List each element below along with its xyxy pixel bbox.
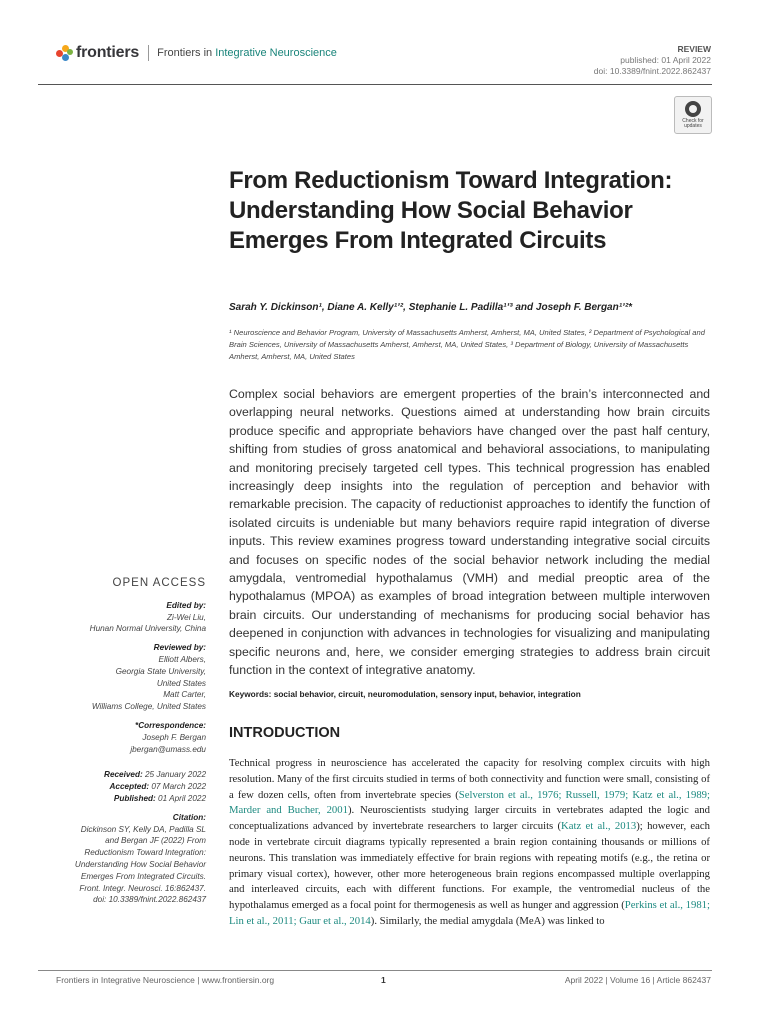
intro-text: ). Neuroscientists studying larger circuits in vertebrates adapted the logic and conceptualizations advanced by invertebrate researchers to larger circuits (: [229, 804, 710, 833]
correspondence-name: Joseph F. Bergan: [142, 732, 206, 742]
received-label: Received:: [104, 770, 143, 780]
accepted-date: 07 March 2022: [151, 782, 206, 792]
journal-name[interactable]: [157, 47, 337, 59]
published-label: Published:: [113, 793, 156, 803]
published-date-header: published: 01 April 2022: [620, 55, 711, 65]
author-list: Sarah Y. Dickinson¹, Diane A. Kelly¹ʼ², Stephanie L. Padilla¹ʼ³ and Joseph F. Bergan¹ʼ²*: [229, 302, 633, 313]
citation-link[interactable]: Selverston et al., 1976; Russell, 1979; Katz et al., 1989; Marder and Bucher, 2001: [229, 788, 710, 817]
abstract: Complex social behaviors are emergent properties of the brain’s interconnected and overlapping neural networks. Questions aimed at understanding how brain circuits produce specific and appropriate behaviors have changed over the past half century, shifting from studies of gross anatomical and behavioral associations, to manipulating and monitoring precisely targeted cell types. This technical progression has enabled increasingly deep insights into the regulation of perception and behavior with remarkable precision. The capacity of reductionist approaches to identify the function of isolated circuits is undeniable but many behaviors require rapid integration of diverse inputs. This review examines progress toward understanding integrative social circuits and focuses on specific nodes of the social behavior network including the medial amygdala, ventromedial hypothalamus (VMH) and medial preoptic area of the hypothalamus (MPOA) as examples of broad integration between multiple interwoven brain circuits. Our understanding of mechanisms for producing social behavior has deepened in conjunction with advances in technologies for visualizing and manipulating specific neurons and, here, we consider emerging strategies to address brain circuit function in the context of integrative anatomy.: [229, 387, 710, 678]
check-updates-icon: [685, 101, 701, 117]
correspondence-email[interactable]: jbergan@umass.edu: [130, 744, 206, 754]
edited-by-label: Edited by:: [166, 600, 206, 610]
page-number: 1: [381, 975, 386, 985]
published-row: [40, 793, 206, 805]
citation-line: Reductionism Toward Integration:: [84, 848, 206, 858]
check-updates-label: Check for updates: [682, 118, 704, 129]
reviewer-affiliation: Georgia State University,: [115, 666, 206, 676]
citation-line: Front. Integr. Neurosci. 16:862437.: [79, 883, 206, 893]
citation-link[interactable]: Katz et al., 2013: [561, 820, 637, 833]
editor-name[interactable]: Zi-Wei Liu,: [167, 612, 206, 622]
received-row: [40, 769, 206, 781]
correspondence-label: *Correspondence:: [135, 720, 206, 730]
affiliations: ¹ Neuroscience and Behavior Program, University of Massachusetts Amherst, Amherst, MA, United States, ² Department of Psychological and Brain Sciences, University of Massachusetts Amherst, Amherst, MA, United States, ³ Department of Biology, University of Massachusetts Amherst, Amherst, MA, United States: [229, 328, 705, 361]
logo-wordmark: frontiers: [76, 44, 140, 61]
citation-line: Emerges From Integrated Circuits.: [80, 871, 206, 881]
section-heading-introduction: INTRODUCTION: [229, 725, 341, 741]
doi-header[interactable]: doi: 10.3389/fnint.2022.862437: [593, 66, 711, 76]
article-type: REVIEW: [677, 44, 711, 54]
check-for-updates-badge[interactable]: [674, 96, 712, 134]
citation-label: Citation:: [172, 812, 206, 822]
introduction-paragraph: [229, 756, 710, 930]
accepted-label: Accepted:: [109, 782, 150, 792]
intro-text: Technical progress in neuroscience has accelerated the capacity for resolving complex circuits with high resolution. Many of the first circuits studied in terms of both connectivity and function were small, consisting of a few dozen cells, often from invertebrate species (: [229, 757, 710, 801]
citation-doi[interactable]: doi: 10.3389/fnint.2022.862437: [93, 895, 206, 905]
keywords: Keywords: social behavior, circuit, neuromodulation, sensory input, behavior, integration: [229, 689, 581, 699]
intro-text: ). Similarly, the medial amygdala (MeA) was linked to: [370, 914, 605, 927]
header-rule: [38, 84, 712, 85]
footer-volume-info: April 2022 | Volume 16 | Article 862437: [564, 975, 711, 985]
editor-affiliation: Hunan Normal University, China: [89, 624, 206, 634]
reviewer-affiliation: United States: [156, 678, 206, 688]
reviewed-by-label: Reviewed by:: [153, 643, 206, 653]
reviewer-name[interactable]: Elliott Albers,: [158, 654, 206, 664]
journal-prefix: Frontiers in: [157, 47, 213, 59]
published-date: 01 April 2022: [158, 793, 206, 803]
frontiers-logo-icon: [56, 45, 73, 62]
journal-title: Integrative Neuroscience: [215, 47, 337, 59]
article-info-sidebar: [40, 578, 206, 906]
article-title: From Reductionism Toward Integration: Understanding How Social Behavior Emerges From Integrated Circuits: [229, 167, 673, 254]
received-date: 25 January 2022: [145, 770, 206, 780]
reviewer-name[interactable]: Matt Carter,: [163, 690, 206, 700]
citation-line: Understanding How Social Behavior: [74, 859, 206, 869]
footer-journal-link[interactable]: Frontiers in Integrative Neuroscience | www.frontiersin.org: [56, 975, 275, 985]
citation-line: and Bergan JF (2022) From: [105, 836, 206, 846]
reviewer-affiliation: Williams College, United States: [91, 702, 206, 712]
accepted-row: [40, 781, 206, 793]
open-access-label: OPEN ACCESS: [112, 577, 206, 589]
article-meta: [594, 44, 711, 77]
logo-divider: [148, 45, 149, 61]
frontiers-logo[interactable]: [56, 44, 337, 62]
citation-line: Dickinson SY, Kelly DA, Padilla SL: [80, 824, 206, 834]
footer-rule: [38, 970, 712, 971]
intro-text: ); however, each node in vertebrate circuit diagrams typically represented a brain region containing thousands or millions of neurons. This translation was immediately effective for brain regions with repeating motifs (e.g., the retina or primary visual cortex), however, other more heterogeneous brain regions encompassed multiple overlapping and interleaved circuits, each with different functions. For example, the ventromedial nucleus of the hypothalamus emerged as a focal point for thermogenesis as well as hunger and aggression (: [229, 820, 710, 912]
citation-link[interactable]: Perkins et al., 1981; Lin et al., 2011; Gaur et al., 2014: [229, 899, 710, 927]
